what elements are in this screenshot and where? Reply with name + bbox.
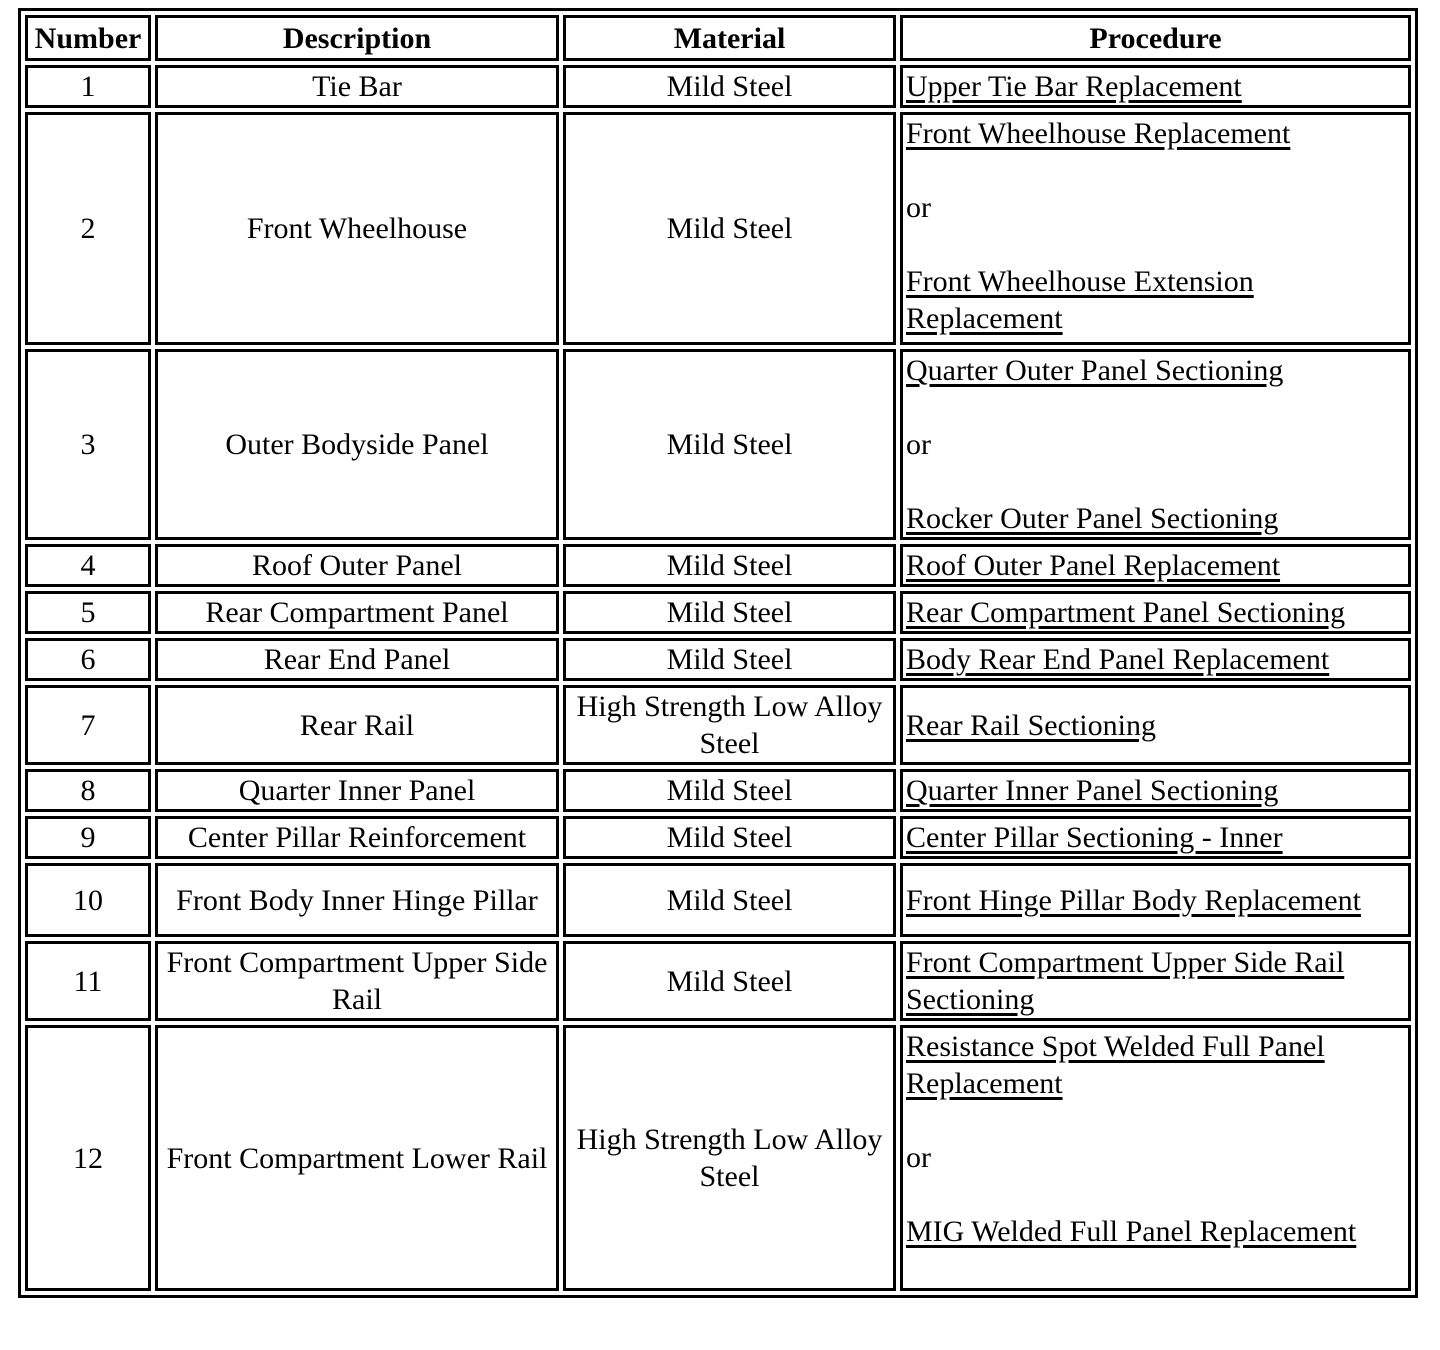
cell-number: 3 — [25, 349, 151, 540]
cell-description: Outer Bodyside Panel — [155, 349, 559, 540]
procedure-link[interactable]: Rear Rail Sectioning — [906, 708, 1156, 742]
cell-number: 12 — [25, 1025, 151, 1291]
table-row — [25, 816, 1411, 859]
procedure-link[interactable]: Upper Tie Bar Replacement — [906, 70, 1242, 103]
procedure-link[interactable]: Body Rear End Panel Replacement — [906, 643, 1330, 676]
or-text: or — [906, 428, 931, 461]
cell-description: Front Compartment Upper Side Rail — [155, 941, 559, 1021]
table-row — [25, 638, 1411, 681]
cell-procedure — [900, 769, 1411, 812]
cell-material: Mild Steel — [563, 769, 896, 812]
procedure-link[interactable]: Front Hinge Pillar Body Replacement — [906, 883, 1361, 917]
header-row — [25, 15, 1411, 61]
cell-description: Rear Rail — [155, 685, 559, 765]
cell-material: Mild Steel — [563, 941, 896, 1021]
header-material: Material — [563, 15, 896, 61]
table-row — [25, 1025, 1411, 1291]
spacer — [906, 152, 1405, 189]
or-text: or — [906, 191, 931, 224]
procedure-link[interactable]: Rocker Outer Panel Sectioning — [906, 502, 1279, 535]
cell-description: Rear End Panel — [155, 638, 559, 681]
cell-material: High Strength Low Alloy Steel — [563, 1025, 896, 1291]
cell-material: Mild Steel — [563, 65, 896, 108]
cell-procedure — [900, 638, 1411, 681]
cell-description: Front Wheelhouse — [155, 112, 559, 345]
cell-procedure — [900, 1025, 1411, 1291]
procedure-link[interactable]: Roof Outer Panel Replacement — [906, 549, 1281, 582]
spacer — [906, 389, 1405, 426]
cell-procedure — [900, 112, 1411, 345]
cell-description: Roof Outer Panel — [155, 544, 559, 587]
or-text: or — [906, 1141, 931, 1174]
spacer — [906, 1176, 1405, 1213]
cell-material: High Strength Low Alloy Steel — [563, 685, 896, 765]
procedure-link[interactable]: Front Compartment Upper Side Rail Sectioning — [906, 946, 1345, 1016]
header-procedure: Procedure — [900, 15, 1411, 61]
spacer — [906, 463, 1405, 500]
spacer — [906, 226, 1405, 263]
cell-material: Mild Steel — [563, 591, 896, 634]
cell-description: Tie Bar — [155, 65, 559, 108]
spacer — [906, 1102, 1405, 1139]
parts-procedure-table — [18, 8, 1418, 1298]
cell-material: Mild Steel — [563, 544, 896, 587]
table-row — [25, 769, 1411, 812]
cell-number: 10 — [25, 863, 151, 937]
procedure-link[interactable]: Front Wheelhouse Extension Replacement — [906, 265, 1254, 335]
cell-procedure — [900, 685, 1411, 765]
cell-description: Rear Compartment Panel — [155, 591, 559, 634]
cell-material: Mild Steel — [563, 349, 896, 540]
procedure-link[interactable]: Quarter Outer Panel Sectioning — [906, 354, 1284, 387]
cell-description: Front Body Inner Hinge Pillar — [155, 863, 559, 937]
cell-procedure — [900, 941, 1411, 1021]
cell-material: Mild Steel — [563, 638, 896, 681]
procedure-link[interactable]: Center Pillar Sectioning - Inner — [906, 821, 1283, 854]
cell-number: 6 — [25, 638, 151, 681]
table-row — [25, 544, 1411, 587]
cell-number: 1 — [25, 65, 151, 108]
table-row — [25, 349, 1411, 540]
procedure-link[interactable]: Rear Compartment Panel Sectioning — [906, 596, 1346, 629]
cell-material: Mild Steel — [563, 863, 896, 937]
cell-number: 2 — [25, 112, 151, 345]
cell-material: Mild Steel — [563, 816, 896, 859]
procedure-link[interactable]: MIG Welded Full Panel Replacement — [906, 1215, 1357, 1248]
procedure-link[interactable]: Front Wheelhouse Replacement — [906, 117, 1291, 150]
cell-description: Quarter Inner Panel — [155, 769, 559, 812]
cell-procedure — [900, 863, 1411, 937]
table-row — [25, 65, 1411, 108]
cell-number: 11 — [25, 941, 151, 1021]
cell-procedure — [900, 349, 1411, 540]
header-number: Number — [25, 15, 151, 61]
table-row — [25, 863, 1411, 937]
cell-number: 5 — [25, 591, 151, 634]
procedure-link[interactable]: Resistance Spot Welded Full Panel Replacement — [906, 1030, 1325, 1100]
cell-description: Front Compartment Lower Rail — [155, 1025, 559, 1291]
cell-number: 8 — [25, 769, 151, 812]
cell-procedure — [900, 816, 1411, 859]
header-description: Description — [155, 15, 559, 61]
cell-procedure — [900, 544, 1411, 587]
table-row — [25, 941, 1411, 1021]
cell-number: 7 — [25, 685, 151, 765]
cell-material: Mild Steel — [563, 112, 896, 345]
cell-number: 4 — [25, 544, 151, 587]
table-body — [25, 65, 1411, 1291]
table-row — [25, 685, 1411, 765]
cell-description: Center Pillar Reinforcement — [155, 816, 559, 859]
table-row — [25, 112, 1411, 345]
procedure-link[interactable]: Quarter Inner Panel Sectioning — [906, 774, 1279, 807]
cell-procedure — [900, 591, 1411, 634]
cell-number: 9 — [25, 816, 151, 859]
table-row — [25, 591, 1411, 634]
cell-procedure — [900, 65, 1411, 108]
